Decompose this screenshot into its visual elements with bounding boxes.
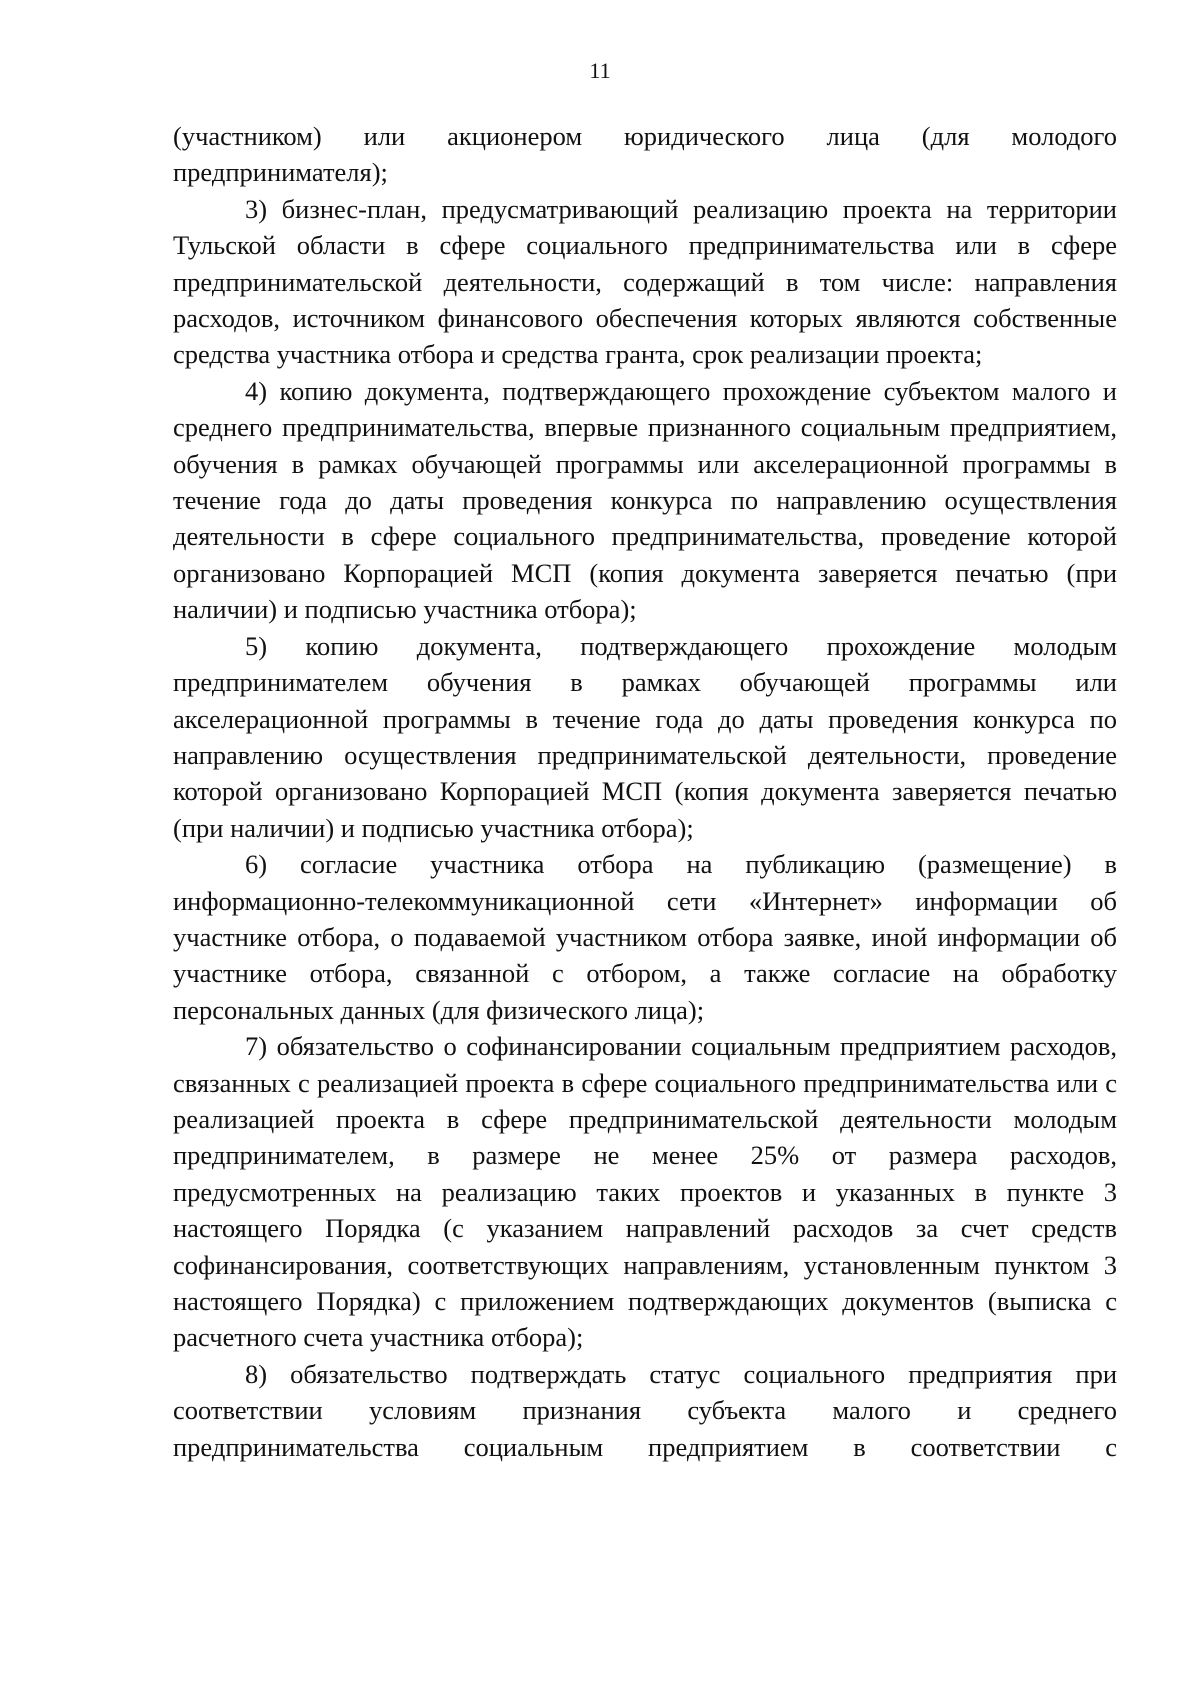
paragraph-item-3: 3) бизнес-план, предусматривающий реализацию проекта на территории Тульской области в сфере социального предпринимательства или в сфере предпринимательской деятельности, содержащий в том числе: направления расходов, источником финансового обеспечения которых являются собственные средства участника отбора и средства гранта, срок реализации проекта; — [173, 193, 1117, 370]
paragraph-item-8: 8) обязательство подтверждать статус социального предприятия при соответствии условиям признания субъекта малого и среднего предпринимательства социальным предприятием в соответствии с — [173, 1358, 1117, 1462]
document-body — [173, 118, 1117, 1465]
paragraph-item-4: 4) копию документа, подтверждающего прохождение субъектом малого и среднего предпринимательства, впервые признанного социальным предприятием, обучения в рамках обучающей программы или акселерационной программы в течение года до даты проведения конкурса по направлению осуществления деятельности в сфере социального предпринимательства, проведение которой организовано Корпорацией МСП (копия документа заверяется печатью (при наличии) и подписью участника отбора); — [173, 375, 1117, 625]
paragraph-item-7: 7) обязательство о софинансировании социальным предприятием расходов, связанных с реализацией проекта в сфере социального предпринимательства или с реализацией проекта в сфере предпринимательской деятельности молодым предпринимателем, в размере не менее 25% от размера расходов, предусмотренных на реализацию таких проектов и указанных в пункте 3 настоящего Порядка (с указанием направлений расходов за счет средств софинансирования, соответствующих направлениям, установленным пунктом 3 настоящего Порядка) с приложением подтверждающих документов (выписка с расчетного счета участника отбора); — [173, 1031, 1117, 1353]
paragraph-item-6: 6) согласие участника отбора на публикацию (размещение) в информационно-телекоммуникационной сети «Интернет» информации об участнике отбора, о подаваемой участником отбора заявке, иной информации об участнике отбора, связанной с отбором, а также согласие на обработку персональных данных (для физического лица); — [173, 849, 1117, 1025]
paragraph-continuation: (участником) или акционером юридического лица (для молодого предпринимателя); — [173, 121, 1117, 188]
page-number: 11 — [589, 58, 611, 83]
paragraph-item-5: 5) копию документа, подтверждающего прохождение молодым предпринимателем обучения в рамках обучающей программы или акселерационной программы в течение года до даты проведения конкурса по направлению осуществления предпринимательской деятельности, проведение которой организовано Корпорацией МСП (копия документа заверяется печатью (при наличии) и подписью участника отбора); — [173, 630, 1117, 843]
